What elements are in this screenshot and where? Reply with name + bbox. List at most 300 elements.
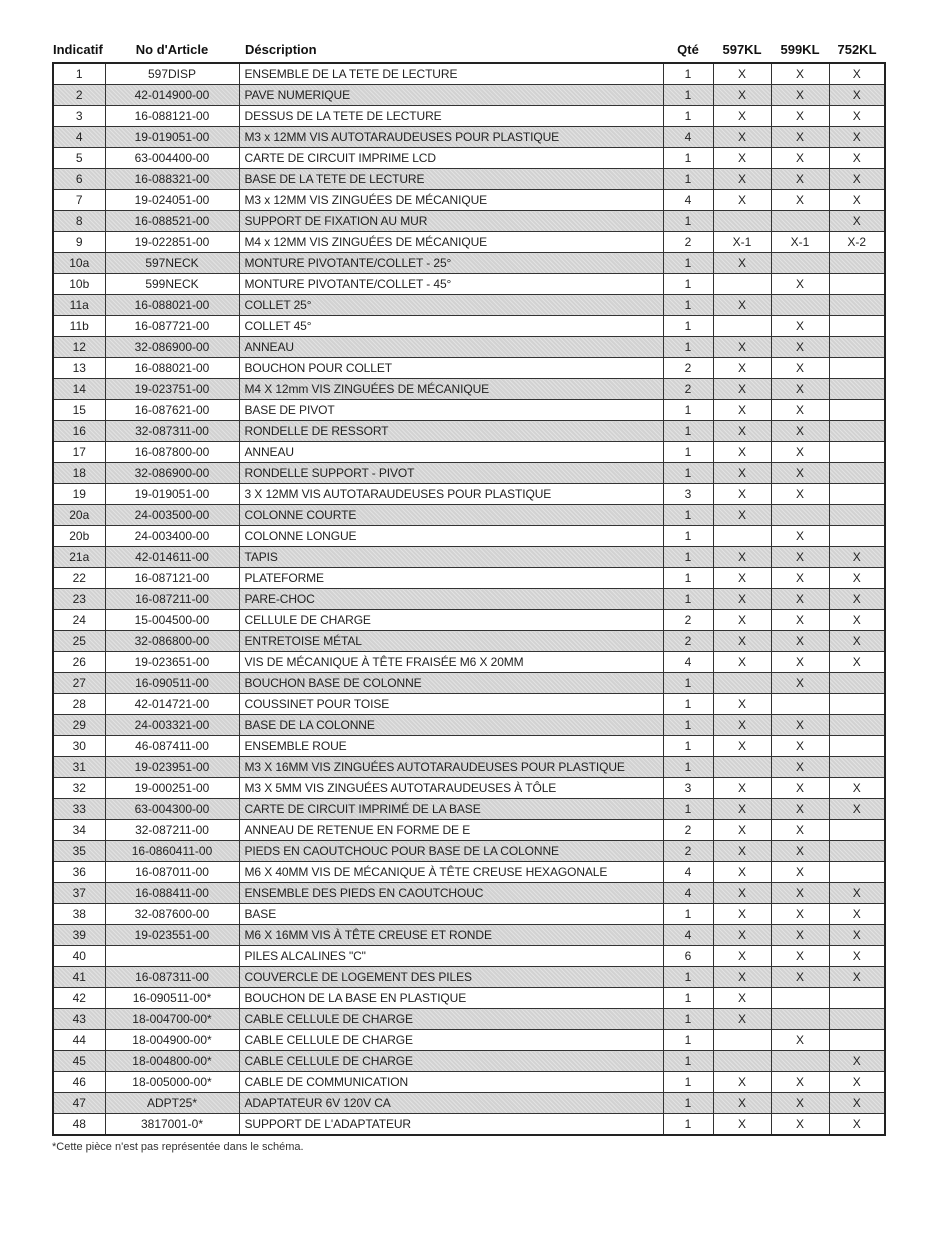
cell-indicatif: 10a [53,253,105,274]
cell-model-752kl: X [829,63,885,85]
cell-description: ENTRETOISE MÉTAL [239,631,663,652]
cell-model-599kl: X [771,652,829,673]
cell-indicatif: 48 [53,1114,105,1136]
cell-indicatif: 42 [53,988,105,1009]
cell-indicatif: 40 [53,946,105,967]
cell-indicatif: 23 [53,589,105,610]
cell-article-number [105,946,239,967]
table-row [53,568,885,589]
cell-quantity: 1 [663,904,713,925]
cell-model-597kl: X [713,505,771,526]
table-row [53,799,885,820]
cell-model-597kl [713,274,771,295]
table-row [53,1114,885,1136]
cell-quantity: 4 [663,862,713,883]
cell-indicatif: 24 [53,610,105,631]
cell-model-597kl: X [713,400,771,421]
cell-model-752kl: X [829,169,885,190]
cell-model-597kl: X [713,820,771,841]
cell-indicatif: 25 [53,631,105,652]
cell-model-599kl: X [771,946,829,967]
cell-model-752kl [829,715,885,736]
cell-model-599kl: X [771,400,829,421]
cell-indicatif: 19 [53,484,105,505]
cell-description: M6 X 16MM VIS À TÊTE CREUSE ET RONDE [239,925,663,946]
cell-article-number: 19-019051-00 [105,127,239,148]
footnote: *Cette pièce n'est pas représentée dans le schéma. [52,1141,304,1153]
cell-model-599kl [771,295,829,316]
cell-model-752kl [829,463,885,484]
cell-indicatif: 45 [53,1051,105,1072]
cell-model-752kl: X [829,1093,885,1114]
cell-model-599kl: X [771,421,829,442]
cell-article-number: 19-023951-00 [105,757,239,778]
cell-model-752kl [829,1030,885,1051]
header-indicatif: Indicatif [53,42,103,57]
cell-description: BASE DE LA TETE DE LECTURE [239,169,663,190]
cell-model-599kl: X [771,379,829,400]
cell-model-752kl: X [829,1051,885,1072]
cell-model-597kl: X [713,589,771,610]
cell-article-number: 19-023751-00 [105,379,239,400]
cell-description: M4 x 12MM VIS ZINGUÉES DE MÉCANIQUE [239,232,663,253]
cell-description: CABLE CELLULE DE CHARGE [239,1009,663,1030]
cell-model-752kl [829,358,885,379]
cell-description: ANNEAU DE RETENUE EN FORME DE E [239,820,663,841]
cell-description: CABLE DE COMMUNICATION [239,1072,663,1093]
table-row [53,63,885,85]
cell-model-752kl: X [829,925,885,946]
cell-indicatif: 5 [53,148,105,169]
cell-quantity: 1 [663,316,713,337]
cell-article-number: 16-087621-00 [105,400,239,421]
cell-model-752kl [829,988,885,1009]
cell-description: COUVERCLE DE LOGEMENT DES PILES [239,967,663,988]
cell-model-597kl: X [713,190,771,211]
cell-model-752kl: X [829,799,885,820]
cell-quantity: 1 [663,568,713,589]
cell-description: BASE DE PIVOT [239,400,663,421]
cell-model-597kl [713,316,771,337]
cell-article-number: 16-088411-00 [105,883,239,904]
cell-model-597kl: X [713,568,771,589]
cell-model-597kl: X [713,1072,771,1093]
table-row [53,736,885,757]
cell-model-597kl: X [713,946,771,967]
cell-article-number: 19-023551-00 [105,925,239,946]
cell-article-number: 18-005000-00* [105,1072,239,1093]
cell-model-597kl [713,526,771,547]
cell-article-number: 19-022851-00 [105,232,239,253]
cell-indicatif: 8 [53,211,105,232]
table-row [53,253,885,274]
cell-model-597kl: X [713,63,771,85]
cell-model-597kl: X [713,148,771,169]
table-row [53,946,885,967]
cell-model-752kl: X [829,778,885,799]
cell-description: RONDELLE SUPPORT - PIVOT [239,463,663,484]
cell-model-599kl: X [771,778,829,799]
cell-indicatif: 15 [53,400,105,421]
cell-article-number: 16-090511-00* [105,988,239,1009]
cell-model-752kl [829,526,885,547]
header-quantity: Qté [677,42,699,57]
cell-model-597kl: X [713,1093,771,1114]
cell-model-752kl: X [829,1072,885,1093]
cell-indicatif: 17 [53,442,105,463]
cell-quantity: 4 [663,925,713,946]
cell-model-752kl [829,253,885,274]
cell-model-752kl: X [829,610,885,631]
table-row [53,820,885,841]
cell-article-number: 597DISP [105,63,239,85]
cell-quantity: 1 [663,505,713,526]
cell-model-597kl: X [713,694,771,715]
cell-model-599kl: X [771,610,829,631]
table-row [53,1051,885,1072]
table-row [53,337,885,358]
cell-description: VIS DE MÉCANIQUE À TÊTE FRAISÉE M6 X 20MM [239,652,663,673]
cell-indicatif: 11b [53,316,105,337]
cell-indicatif: 3 [53,106,105,127]
cell-model-752kl [829,295,885,316]
table-row [53,1009,885,1030]
cell-quantity: 1 [663,400,713,421]
cell-model-597kl: X [713,631,771,652]
cell-quantity: 6 [663,946,713,967]
cell-quantity: 1 [663,1009,713,1030]
cell-model-752kl [829,1009,885,1030]
cell-quantity: 2 [663,610,713,631]
cell-article-number: 16-087721-00 [105,316,239,337]
cell-description: COUSSINET POUR TOISE [239,694,663,715]
cell-quantity: 1 [663,1072,713,1093]
cell-description: BOUCHON POUR COLLET [239,358,663,379]
cell-quantity: 1 [663,337,713,358]
table-row [53,526,885,547]
cell-model-599kl: X [771,169,829,190]
cell-article-number: 42-014900-00 [105,85,239,106]
cell-model-599kl: X [771,862,829,883]
cell-model-599kl: X [771,715,829,736]
cell-article-number: 63-004400-00 [105,148,239,169]
cell-article-number: 19-023651-00 [105,652,239,673]
cell-model-752kl: X [829,967,885,988]
table-row [53,148,885,169]
cell-model-752kl [829,484,885,505]
cell-model-599kl: X [771,589,829,610]
cell-quantity: 1 [663,715,713,736]
cell-article-number: 599NECK [105,274,239,295]
cell-indicatif: 30 [53,736,105,757]
cell-indicatif: 39 [53,925,105,946]
cell-model-599kl: X [771,925,829,946]
cell-model-597kl: X [713,421,771,442]
table-row [53,169,885,190]
cell-description: ENSEMBLE ROUE [239,736,663,757]
cell-model-752kl [829,337,885,358]
cell-quantity: 1 [663,421,713,442]
cell-model-752kl [829,400,885,421]
cell-quantity: 1 [663,967,713,988]
cell-indicatif: 37 [53,883,105,904]
cell-article-number: 63-004300-00 [105,799,239,820]
cell-article-number: 32-087211-00 [105,820,239,841]
cell-model-597kl: X [713,904,771,925]
cell-model-599kl: X [771,463,829,484]
cell-description: 3 X 12MM VIS AUTOTARAUDEUSES POUR PLASTIQUE [239,484,663,505]
cell-model-597kl: X [713,106,771,127]
table-body [53,63,885,1135]
cell-quantity: 2 [663,820,713,841]
cell-model-597kl: X [713,967,771,988]
cell-model-597kl [713,757,771,778]
cell-description: PILES ALCALINES "C" [239,946,663,967]
table-row [53,694,885,715]
header-model-597kl: 597KL [722,42,762,57]
cell-description: TAPIS [239,547,663,568]
cell-article-number: 24-003321-00 [105,715,239,736]
cell-indicatif: 12 [53,337,105,358]
cell-model-597kl [713,1051,771,1072]
cell-model-599kl [771,694,829,715]
cell-model-752kl: X [829,652,885,673]
cell-quantity: 1 [663,988,713,1009]
cell-description: M3 x 12MM VIS ZINGUÉES DE MÉCANIQUE [239,190,663,211]
cell-description: ADAPTATEUR 6V 120V CA [239,1093,663,1114]
cell-quantity: 1 [663,757,713,778]
cell-quantity: 1 [663,736,713,757]
cell-article-number: 19-000251-00 [105,778,239,799]
cell-description: CARTE DE CIRCUIT IMPRIME LCD [239,148,663,169]
cell-model-752kl [829,736,885,757]
table-row [53,715,885,736]
table-row [53,505,885,526]
cell-article-number: 18-004800-00* [105,1051,239,1072]
cell-quantity: 1 [663,799,713,820]
cell-description: CABLE CELLULE DE CHARGE [239,1030,663,1051]
cell-model-599kl: X [771,547,829,568]
cell-model-752kl: X [829,904,885,925]
cell-indicatif: 13 [53,358,105,379]
table-row [53,379,885,400]
cell-quantity: 2 [663,631,713,652]
cell-description: ANNEAU [239,337,663,358]
cell-model-599kl: X [771,820,829,841]
table-row [53,421,885,442]
cell-article-number: 16-088021-00 [105,358,239,379]
cell-model-752kl [829,505,885,526]
cell-description: BASE [239,904,663,925]
table-row [53,883,885,904]
cell-indicatif: 29 [53,715,105,736]
cell-model-597kl: X [713,610,771,631]
cell-quantity: 4 [663,127,713,148]
table-row [53,673,885,694]
cell-indicatif: 47 [53,1093,105,1114]
cell-model-752kl: X [829,883,885,904]
cell-model-752kl: X [829,946,885,967]
cell-article-number: 19-024051-00 [105,190,239,211]
cell-model-599kl [771,505,829,526]
cell-indicatif: 2 [53,85,105,106]
cell-model-597kl: X-1 [713,232,771,253]
cell-indicatif: 9 [53,232,105,253]
table-row [53,547,885,568]
cell-quantity: 4 [663,652,713,673]
cell-indicatif: 22 [53,568,105,589]
header-model-752kl: 752KL [837,42,877,57]
cell-description: CELLULE DE CHARGE [239,610,663,631]
cell-model-597kl: X [713,169,771,190]
cell-model-599kl: X [771,484,829,505]
cell-model-597kl: X [713,715,771,736]
cell-quantity: 1 [663,1114,713,1136]
table-row [53,127,885,148]
table-row [53,1093,885,1114]
cell-model-597kl: X [713,442,771,463]
cell-quantity: 1 [663,547,713,568]
cell-indicatif: 20b [53,526,105,547]
header-row [53,42,885,63]
cell-model-599kl: X [771,1030,829,1051]
cell-description: ENSEMBLE DES PIEDS EN CAOUTCHOUC [239,883,663,904]
table-row [53,316,885,337]
cell-quantity: 3 [663,778,713,799]
cell-model-752kl: X [829,106,885,127]
cell-model-599kl: X [771,148,829,169]
cell-indicatif: 21a [53,547,105,568]
cell-model-597kl: X [713,1114,771,1136]
cell-model-752kl: X [829,547,885,568]
table-row [53,211,885,232]
table-row [53,631,885,652]
cell-model-597kl: X [713,379,771,400]
cell-model-599kl: X [771,526,829,547]
cell-article-number: 16-087211-00 [105,589,239,610]
cell-quantity: 1 [663,253,713,274]
cell-quantity: 1 [663,442,713,463]
cell-quantity: 1 [663,148,713,169]
header-description: Déscription [245,42,317,57]
cell-indicatif: 34 [53,820,105,841]
cell-model-599kl: X [771,1114,829,1136]
table-row [53,463,885,484]
cell-model-597kl: X [713,484,771,505]
table-row [53,1030,885,1051]
cell-model-752kl [829,673,885,694]
table-row [53,925,885,946]
cell-model-599kl: X [771,799,829,820]
cell-description: M4 X 12mm VIS ZINGUÉES DE MÉCANIQUE [239,379,663,400]
table-row [53,274,885,295]
cell-indicatif: 33 [53,799,105,820]
cell-quantity: 1 [663,106,713,127]
cell-article-number: 16-087311-00 [105,967,239,988]
cell-article-number: 16-087800-00 [105,442,239,463]
cell-model-599kl: X [771,967,829,988]
cell-model-599kl: X [771,673,829,694]
header-model-599kl: 599KL [780,42,820,57]
cell-indicatif: 7 [53,190,105,211]
cell-indicatif: 10b [53,274,105,295]
cell-description: RONDELLE DE RESSORT [239,421,663,442]
cell-model-599kl: X [771,568,829,589]
cell-model-599kl: X [771,1093,829,1114]
cell-quantity: 1 [663,1093,713,1114]
cell-model-599kl: X [771,904,829,925]
cell-model-599kl: X [771,841,829,862]
cell-model-599kl: X [771,127,829,148]
cell-description: COLONNE LONGUE [239,526,663,547]
cell-article-number: 16-087121-00 [105,568,239,589]
cell-indicatif: 46 [53,1072,105,1093]
cell-quantity: 1 [663,211,713,232]
cell-description: SUPPORT DE FIXATION AU MUR [239,211,663,232]
cell-quantity: 1 [663,274,713,295]
cell-model-597kl: X [713,295,771,316]
cell-quantity: 2 [663,232,713,253]
table-row [53,757,885,778]
cell-article-number: 42-014721-00 [105,694,239,715]
cell-description: BOUCHON DE LA BASE EN PLASTIQUE [239,988,663,1009]
cell-description: PLATEFORME [239,568,663,589]
cell-model-599kl: X [771,442,829,463]
cell-model-597kl: X [713,85,771,106]
cell-model-597kl: X [713,778,771,799]
cell-description: COLLET 45° [239,316,663,337]
cell-article-number: 24-003500-00 [105,505,239,526]
cell-article-number: 32-086800-00 [105,631,239,652]
cell-model-597kl: X [713,1009,771,1030]
table-row [53,652,885,673]
cell-quantity: 1 [663,589,713,610]
cell-quantity: 1 [663,673,713,694]
cell-article-number: 16-088321-00 [105,169,239,190]
cell-article-number: 32-086900-00 [105,463,239,484]
cell-article-number: 19-019051-00 [105,484,239,505]
cell-indicatif: 18 [53,463,105,484]
cell-description: M6 X 40MM VIS DE MÉCANIQUE À TÊTE CREUSE HEXAGONALE [239,862,663,883]
cell-article-number: 16-088521-00 [105,211,239,232]
cell-description: DESSUS DE LA TETE DE LECTURE [239,106,663,127]
cell-indicatif: 35 [53,841,105,862]
cell-description: CARTE DE CIRCUIT IMPRIMÉ DE LA BASE [239,799,663,820]
cell-model-752kl: X [829,127,885,148]
cell-model-599kl: X [771,337,829,358]
cell-indicatif: 41 [53,967,105,988]
table-row [53,841,885,862]
cell-model-752kl: X [829,1114,885,1136]
cell-model-752kl [829,442,885,463]
cell-model-597kl: X [713,799,771,820]
cell-model-752kl [829,694,885,715]
cell-description: PARE-CHOC [239,589,663,610]
table-row [53,295,885,316]
table-row [53,610,885,631]
cell-description: COLLET 25° [239,295,663,316]
cell-description: M3 x 12MM VIS AUTOTARAUDEUSES POUR PLASTIQUE [239,127,663,148]
cell-article-number: 16-088021-00 [105,295,239,316]
table-row [53,778,885,799]
cell-description: BOUCHON BASE DE COLONNE [239,673,663,694]
cell-description: ANNEAU [239,442,663,463]
cell-description: COLONNE COURTE [239,505,663,526]
cell-quantity: 2 [663,358,713,379]
cell-model-599kl: X [771,63,829,85]
cell-article-number: 597NECK [105,253,239,274]
cell-quantity: 4 [663,190,713,211]
